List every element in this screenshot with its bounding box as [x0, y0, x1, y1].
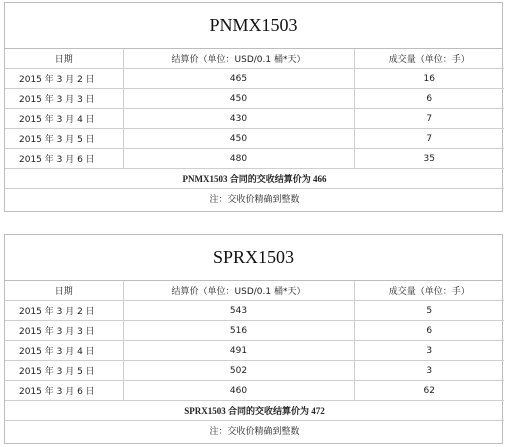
table-title: SPRX1503 [5, 235, 502, 281]
summary-text: PNMX1503 合同的交收结算价为 466 [5, 169, 504, 189]
cell-volume: 3 [354, 361, 504, 381]
header-row [5, 49, 504, 69]
cell-volume: 7 [354, 129, 504, 149]
pnmx1503-panel [4, 2, 503, 212]
cell-price: 516 [123, 321, 354, 341]
summary-text: SPRX1503 合同的交收结算价为 472 [5, 401, 504, 421]
cell-date: 2015 年 3 月 3 日 [5, 89, 123, 109]
table-title: PNMX1503 [5, 3, 502, 49]
table-row [5, 149, 504, 169]
column-header-volume: 成交量（单位：手） [354, 49, 504, 69]
summary-row [5, 169, 504, 189]
cell-volume: 3 [354, 341, 504, 361]
cell-date: 2015 年 3 月 4 日 [5, 109, 123, 129]
column-header-date: 日期 [5, 281, 123, 301]
cell-price: 460 [123, 381, 354, 401]
column-header-date: 日期 [5, 49, 123, 69]
cell-price: 450 [123, 89, 354, 109]
note-row [5, 189, 504, 209]
cell-price: 543 [123, 301, 354, 321]
cell-volume: 7 [354, 109, 504, 129]
note-row [5, 421, 504, 441]
column-header-volume: 成交量（单位：手） [354, 281, 504, 301]
summary-row [5, 401, 504, 421]
note-text: 注：交收价精确到整数 [5, 421, 504, 441]
cell-date: 2015 年 3 月 6 日 [5, 149, 123, 169]
table-row [5, 321, 504, 341]
cell-date: 2015 年 3 月 5 日 [5, 361, 123, 381]
table-row [5, 341, 504, 361]
cell-date: 2015 年 3 月 6 日 [5, 381, 123, 401]
table-row [5, 129, 504, 149]
cell-date: 2015 年 3 月 2 日 [5, 301, 123, 321]
cell-price: 491 [123, 341, 354, 361]
cell-price: 465 [123, 69, 354, 89]
settlement-table [5, 281, 504, 440]
cell-date: 2015 年 3 月 3 日 [5, 321, 123, 341]
table-row [5, 381, 504, 401]
table-row [5, 89, 504, 109]
cell-date: 2015 年 3 月 2 日 [5, 69, 123, 89]
column-header-price: 结算价（单位：USD/0.1 桶*天） [123, 281, 354, 301]
cell-volume: 5 [354, 301, 504, 321]
note-text: 注：交收价精确到整数 [5, 189, 504, 209]
table-row [5, 361, 504, 381]
table-row [5, 69, 504, 89]
table-row [5, 109, 504, 129]
column-header-price: 结算价（单位：USD/0.1 桶*天） [123, 49, 354, 69]
cell-price: 502 [123, 361, 354, 381]
table-row [5, 301, 504, 321]
cell-volume: 16 [354, 69, 504, 89]
header-row [5, 281, 504, 301]
cell-price: 430 [123, 109, 354, 129]
cell-volume: 6 [354, 89, 504, 109]
sprx1503-panel [4, 234, 503, 444]
cell-price: 450 [123, 129, 354, 149]
settlement-table [5, 49, 504, 208]
cell-price: 480 [123, 149, 354, 169]
cell-date: 2015 年 3 月 5 日 [5, 129, 123, 149]
cell-volume: 62 [354, 381, 504, 401]
cell-volume: 35 [354, 149, 504, 169]
cell-volume: 6 [354, 321, 504, 341]
cell-date: 2015 年 3 月 4 日 [5, 341, 123, 361]
